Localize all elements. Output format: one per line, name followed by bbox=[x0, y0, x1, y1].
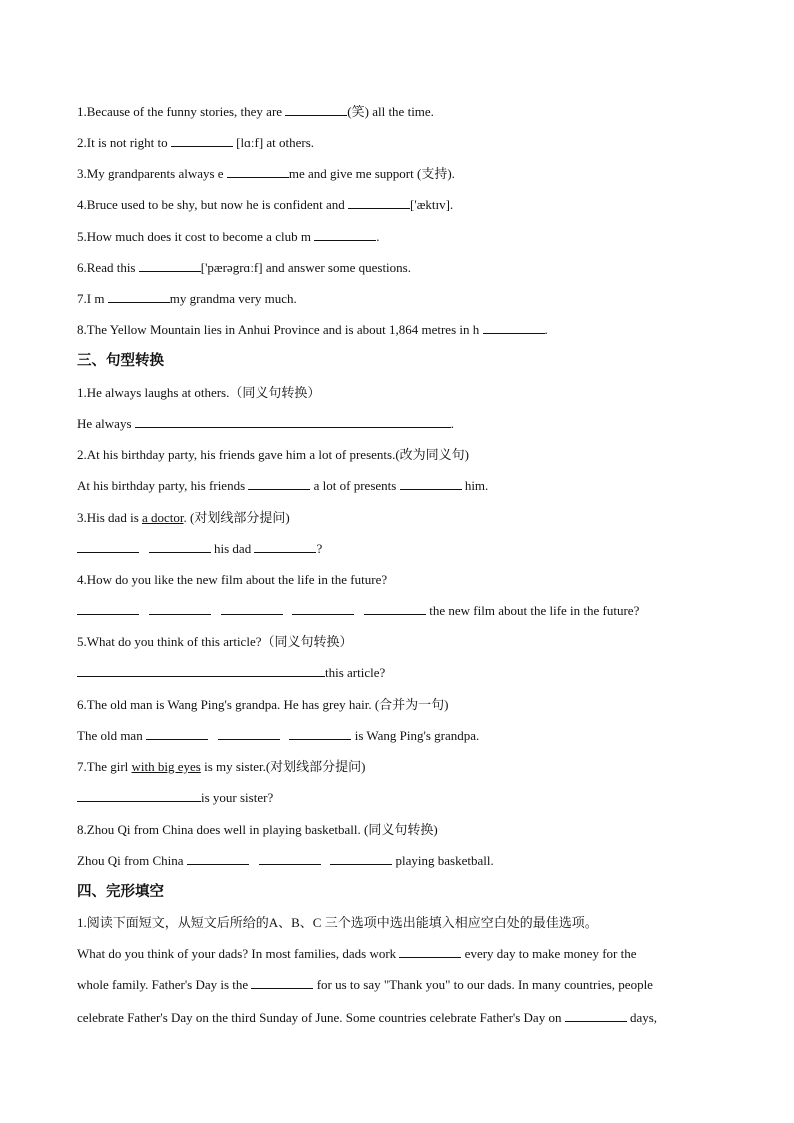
answer-blank bbox=[248, 477, 310, 490]
answer-line-4: the new film about the life in the future? bbox=[77, 601, 639, 621]
answer-line-5: this article? bbox=[77, 663, 385, 683]
answer-blank bbox=[149, 540, 211, 553]
vocab-item-5: 5.How much does it cost to become a club m . bbox=[77, 229, 380, 244]
question-3: 3.His dad is a doctor. (对划线部分提问) bbox=[77, 510, 290, 525]
section-heading: 四、完形填空 bbox=[77, 884, 164, 900]
answer-blank bbox=[292, 602, 354, 615]
answer-blank bbox=[565, 1009, 627, 1022]
answer-line-2: At his birthday party, his friends a lot of presents him. bbox=[77, 478, 489, 493]
vocab-item-8: 8.The Yellow Mountain lies in Anhui Province and is about 1,864 metres in h . bbox=[77, 322, 548, 337]
underlined-phrase: a doctor bbox=[142, 510, 184, 525]
answer-blank bbox=[364, 602, 426, 615]
underlined-phrase: with big eyes bbox=[131, 759, 201, 774]
answer-blank bbox=[139, 259, 201, 272]
answer-blank bbox=[483, 321, 545, 334]
answer-blank bbox=[399, 945, 461, 958]
vocab-item-6: 6.Read this ['pærəgrɑːf] and answer some questions. bbox=[77, 260, 411, 275]
answer-line-7: is your sister? bbox=[77, 788, 273, 808]
vocab-item-7: 7.I m my grandma very much. bbox=[77, 291, 297, 306]
answer-blank bbox=[285, 103, 347, 116]
answer-blank bbox=[289, 727, 351, 740]
cloze-instruction: 1.阅读下面短文，从短文后所给的A、B、C 三个选项中选出能填入相应空白处的最佳选项。 bbox=[77, 915, 598, 930]
answer-blank bbox=[135, 415, 451, 428]
question-6: 6.The old man is Wang Ping's grandpa. He has grey hair. (合并为一句) bbox=[77, 697, 449, 712]
answer-line-1: He always . bbox=[77, 416, 455, 431]
answer-blank bbox=[218, 727, 280, 740]
answer-blank bbox=[171, 134, 233, 147]
answer-blank bbox=[77, 540, 139, 553]
answer-blank bbox=[348, 196, 410, 209]
passage-line: whole family. Father's Day is the for us to say "Thank you" to our dads. In many countries, people bbox=[77, 977, 653, 992]
question-4: 4.How do you like the new film about the life in the future? bbox=[77, 572, 388, 587]
answer-blank bbox=[77, 664, 325, 677]
vocab-item-3: 3.My grandparents always e me and give me support (支持). bbox=[77, 166, 455, 181]
vocab-item-4: 4.Bruce used to be shy, but now he is confident and ['æktɪv]. bbox=[77, 197, 454, 212]
answer-blank bbox=[77, 602, 139, 615]
answer-blank bbox=[254, 540, 316, 553]
answer-blank bbox=[314, 228, 376, 241]
question-8: 8.Zhou Qi from China does well in playing basketball. (同义句转换) bbox=[77, 822, 438, 837]
answer-blank bbox=[400, 477, 462, 490]
answer-line-6: The old man is Wang Ping's grandpa. bbox=[77, 728, 480, 743]
answer-blank bbox=[108, 290, 170, 303]
answer-blank bbox=[149, 602, 211, 615]
question-1: 1.He always laughs at others.（同义句转换） bbox=[77, 385, 321, 400]
vocab-item-2: 2.It is not right to [lɑːf] at others. bbox=[77, 135, 315, 150]
answer-blank bbox=[187, 852, 249, 865]
answer-line-3: his dad ? bbox=[77, 539, 322, 559]
answer-blank bbox=[227, 165, 289, 178]
question-5: 5.What do you think of this article?（同义句转换） bbox=[77, 634, 353, 649]
answer-blank bbox=[146, 727, 208, 740]
passage-line: celebrate Father's Day on the third Sunday of June. Some countries celebrate Father's Day on days, bbox=[77, 1010, 658, 1025]
question-7: 7.The girl with big eyes is my sister.(对划线部分提问) bbox=[77, 759, 366, 774]
answer-blank bbox=[259, 852, 321, 865]
answer-blank bbox=[330, 852, 392, 865]
vocab-item-1: 1.Because of the funny stories, they are (笑) all the time. bbox=[77, 104, 434, 119]
answer-line-8: Zhou Qi from China playing basketball. bbox=[77, 853, 494, 868]
question-2: 2.At his birthday party, his friends gave him a lot of presents.(改为同义句) bbox=[77, 447, 469, 462]
passage-line: What do you think of your dads? In most families, dads work every day to make money for the bbox=[77, 946, 637, 961]
answer-blank bbox=[77, 789, 201, 802]
section-heading: 三、句型转换 bbox=[77, 353, 164, 369]
answer-blank bbox=[221, 602, 283, 615]
answer-blank bbox=[251, 976, 313, 989]
